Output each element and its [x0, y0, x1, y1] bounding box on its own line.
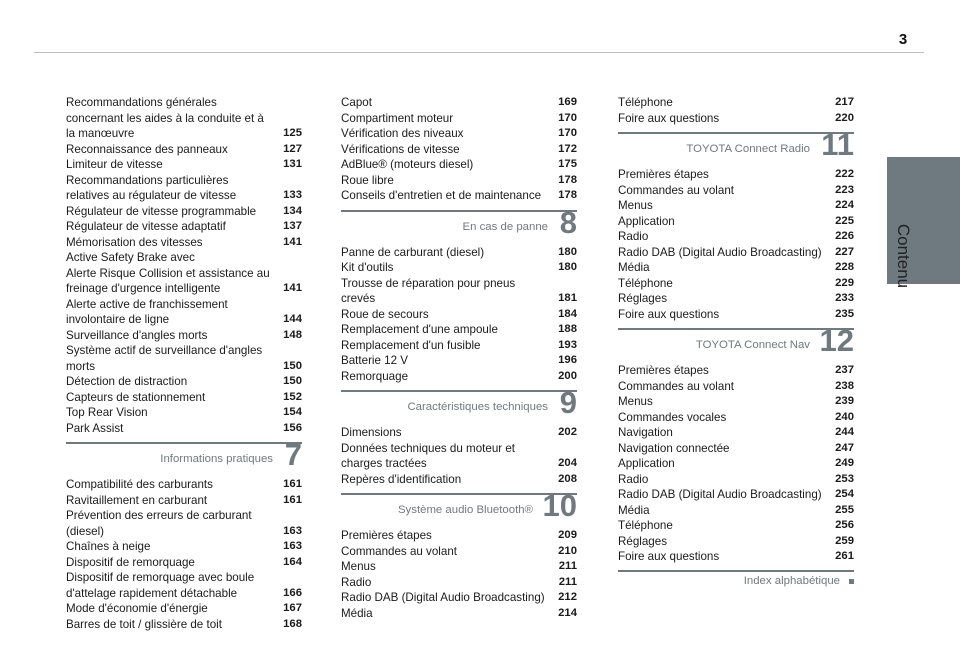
toc-entry-title: Téléphone — [618, 96, 673, 109]
toc-list — [618, 95, 854, 126]
toc-entry-title: Surveillance d'angles morts — [66, 328, 208, 342]
toc-entry-title: Premières étapes — [341, 529, 432, 542]
toc-entry-title: Roue de secours — [341, 307, 429, 321]
toc-entry-title: Mémorisation des vitesses — [66, 235, 203, 249]
toc-entry-title: Foire aux questions — [618, 111, 720, 125]
toc-entry[interactable] — [341, 528, 577, 544]
toc-entry-title: Menus — [618, 199, 653, 212]
toc-entry[interactable] — [341, 338, 577, 354]
section-title[interactable]: Système audio Bluetooth® — [397, 504, 533, 516]
toc-entry-page: 211 — [558, 560, 577, 572]
toc-entry-title: Batterie 12 V — [341, 354, 409, 367]
toc-entry-title: Commandes vocales — [618, 410, 727, 424]
toc-entry-page: 240 — [835, 410, 854, 423]
toc-entry-page: 170 — [558, 127, 577, 139]
toc-entry[interactable] — [341, 260, 577, 276]
toc-list — [341, 245, 577, 385]
toc-entry[interactable] — [618, 214, 854, 230]
toc-entry[interactable] — [66, 601, 302, 617]
section-header-10 — [341, 487, 577, 528]
toc-entry[interactable] — [618, 198, 854, 214]
toc-entry-title: Recommandations particulières relatives au régulateur de vitesse — [66, 173, 237, 202]
toc-entry[interactable] — [66, 477, 302, 493]
toc-entry-title: Ravitaillement en carburant — [66, 493, 208, 507]
toc-entry-title: Panne de carburant (diesel) — [341, 245, 485, 259]
toc-list — [66, 95, 302, 436]
toc-entry-title: Mode d'économie d'énergie — [66, 602, 208, 615]
toc-entry-page: 178 — [558, 173, 577, 186]
toc-entry-title: Premières étapes — [618, 364, 709, 377]
toc-entry[interactable] — [618, 456, 854, 472]
toc-entry[interactable] — [66, 328, 302, 344]
toc-entry-page: 181 — [558, 292, 577, 304]
toc-entry-page: 237 — [835, 364, 854, 376]
toc-entry-title: Repères d'identification — [341, 472, 462, 486]
toc-entry-page: 225 — [835, 214, 854, 227]
toc-entry[interactable] — [341, 126, 577, 142]
toc-entry-page: 244 — [835, 426, 854, 438]
toc-entry-page: 167 — [283, 602, 302, 614]
toc-entry-page: 196 — [558, 354, 577, 366]
toc-entry-page: 193 — [558, 338, 577, 351]
toc-entry-title: Radio — [618, 230, 649, 243]
toc-entry-page: 259 — [835, 534, 854, 547]
toc-entry-page: 208 — [558, 472, 577, 485]
toc-entry[interactable] — [618, 167, 854, 183]
toc-entry-page: 141 — [283, 282, 302, 294]
toc-entry[interactable] — [618, 518, 854, 534]
toc-entry[interactable] — [341, 142, 577, 158]
toc-entry[interactable] — [66, 421, 302, 437]
toc-entry-title: Commandes au volant — [341, 544, 457, 558]
section-title[interactable]: TOYOTA Connect Nav — [695, 339, 810, 351]
toc-entry-title: Radio DAB (Digital Audio Broadcasting) — [618, 488, 822, 501]
section-number: 10 — [542, 488, 577, 523]
section-number: 12 — [819, 323, 854, 358]
toc-entry-page: 256 — [835, 519, 854, 531]
index-link-row — [618, 565, 854, 595]
toc-entry[interactable] — [341, 307, 577, 323]
toc-entry[interactable] — [618, 487, 854, 503]
toc-entry-page: 125 — [283, 127, 302, 139]
toc-list — [66, 477, 302, 632]
toc-entry-page: 180 — [558, 245, 577, 258]
toc-entry-title: Dimensions — [341, 426, 402, 439]
toc-entry-title: Foire aux questions — [618, 550, 720, 563]
toc-entry-page: 202 — [558, 426, 577, 438]
toc-entry-page: 178 — [558, 189, 577, 201]
section-title[interactable]: Caractéristiques techniques — [407, 401, 548, 413]
toc-entry[interactable] — [618, 503, 854, 519]
section-rule — [341, 210, 577, 212]
toc-list — [341, 425, 577, 487]
toc-entry-page: 228 — [835, 261, 854, 273]
toc-entry-title: Limiteur de vitesse — [66, 158, 163, 171]
toc-entry[interactable] — [618, 260, 854, 276]
section-header-11 — [618, 126, 854, 167]
toc-entry-page: 253 — [835, 472, 854, 485]
toc-entry-title: Commandes au volant — [618, 183, 734, 197]
header-rule — [34, 52, 924, 53]
toc-entry-page: 223 — [835, 183, 854, 196]
section-number: 8 — [559, 204, 577, 240]
toc-entry-title: Téléphone — [618, 519, 673, 532]
toc-entry-page: 137 — [283, 220, 302, 232]
toc-entry-page: 131 — [283, 158, 302, 170]
toc-entry-page: 144 — [283, 313, 302, 325]
toc-entry[interactable] — [618, 229, 854, 245]
toc-column-2 — [341, 95, 577, 621]
toc-entry[interactable] — [618, 111, 854, 127]
toc-entry-title: Média — [618, 261, 650, 274]
toc-entry-title: Barres de toit / glissière de toit — [66, 617, 222, 631]
toc-entry[interactable] — [66, 235, 302, 251]
toc-entry-title: Vérification des niveaux — [341, 127, 464, 140]
toc-entry-title: Commandes au volant — [618, 379, 734, 393]
toc-entry[interactable] — [66, 297, 302, 328]
toc-entry-page: 249 — [835, 457, 854, 469]
toc-entry[interactable] — [66, 95, 302, 142]
toc-entry[interactable] — [341, 353, 577, 369]
toc-list — [618, 167, 854, 322]
section-number: 11 — [821, 127, 854, 162]
toc-entry[interactable] — [618, 307, 854, 323]
toc-entry[interactable] — [66, 617, 302, 633]
toc-entry-page: 163 — [283, 524, 302, 537]
toc-entry-title: Menus — [618, 395, 653, 408]
toc-list — [341, 95, 577, 204]
toc-entry[interactable] — [66, 343, 302, 374]
toc-entry-title: Vérifications de vitesse — [341, 142, 460, 156]
toc-entry[interactable] — [66, 204, 302, 220]
toc-entry[interactable] — [66, 405, 302, 421]
toc-entry-title: Média — [618, 503, 650, 517]
toc-entry-title: Média — [341, 606, 373, 620]
toc-entry-title: AdBlue® (moteurs diesel) — [341, 158, 474, 171]
toc-list — [341, 528, 577, 621]
toc-entry-page: 210 — [558, 544, 577, 557]
toc-entry-page: 247 — [835, 441, 854, 454]
toc-entry-page: 170 — [558, 111, 577, 124]
toc-entry-page: 168 — [283, 617, 302, 630]
toc-entry-title: Chaînes à neige — [66, 540, 151, 553]
toc-entry-title: Alerte active de franchissement involontaire de ligne — [66, 297, 228, 326]
toc-entry-title: Capteurs de stationnement — [66, 390, 206, 404]
toc-entry-title: Système actif de surveillance d'angles morts — [66, 344, 263, 373]
toc-entry-page: 188 — [558, 323, 577, 335]
toc-entry[interactable] — [66, 374, 302, 390]
toc-entry-title: Roue libre — [341, 173, 394, 187]
toc-column-1 — [66, 95, 302, 632]
toc-entry-page: 150 — [283, 375, 302, 387]
toc-entry-title: Top Rear Vision — [66, 406, 148, 419]
toc-entry-title: Données techniques du moteur et charges tractées — [341, 441, 516, 470]
toc-entry-page: 134 — [283, 204, 302, 217]
toc-entry-page: 235 — [835, 307, 854, 320]
page-number: 3 — [898, 31, 908, 48]
toc-entry-page: 164 — [283, 555, 302, 568]
toc-entry[interactable] — [341, 245, 577, 261]
toc-entry-title: Radio DAB (Digital Audio Broadcasting) — [618, 245, 822, 259]
toc-entry-page: 163 — [283, 540, 302, 552]
chapter-side-label: Contenu — [894, 223, 913, 289]
toc-entry[interactable] — [66, 555, 302, 571]
section-rule — [618, 132, 854, 134]
toc-entry-title: Recommandations générales concernant les aides à la conduite et à la manœuvre — [66, 96, 264, 140]
toc-entry[interactable] — [618, 276, 854, 292]
toc-entry[interactable] — [341, 441, 577, 472]
toc-entry-page: 169 — [558, 96, 577, 108]
toc-entry-title: Prévention des erreurs de carburant (diesel) — [66, 509, 252, 538]
toc-entry-page: 261 — [835, 550, 854, 562]
toc-entry-page: 224 — [835, 199, 854, 211]
toc-entry[interactable] — [66, 157, 302, 173]
toc-entry[interactable] — [66, 219, 302, 235]
toc-entry[interactable] — [341, 95, 577, 111]
toc-entry[interactable] — [341, 188, 577, 204]
toc-entry-page: 239 — [835, 395, 854, 407]
toc-entry-page: 184 — [558, 307, 577, 320]
section-rule — [618, 570, 854, 572]
toc-entry-page: 220 — [835, 111, 854, 124]
section-header-7 — [66, 436, 302, 477]
toc-entry[interactable] — [618, 245, 854, 261]
toc-entry[interactable] — [341, 111, 577, 127]
toc-entry[interactable] — [618, 410, 854, 426]
toc-entry-title: Radio DAB (Digital Audio Broadcasting) — [341, 591, 545, 604]
toc-entry[interactable] — [341, 157, 577, 173]
toc-entry[interactable] — [341, 559, 577, 575]
toc-entry-page: 204 — [558, 457, 577, 469]
toc-entry-page: 133 — [283, 189, 302, 201]
toc-entry-title: Application — [618, 214, 675, 228]
toc-entry[interactable] — [341, 544, 577, 560]
toc-entry-title: Alerte Risque Collision et assistance au freinage d'urgence intelligente — [66, 266, 270, 295]
index-link[interactable]: Index alphabétique — [743, 574, 840, 587]
toc-entry-page: 141 — [283, 235, 302, 248]
toc-entry[interactable] — [341, 590, 577, 606]
toc-entry-title: Remplacement d'une ampoule — [341, 323, 498, 336]
toc-entry-page: 214 — [558, 606, 577, 619]
toc-entry-page: 161 — [283, 493, 302, 506]
toc-entry-title: Navigation — [618, 426, 673, 439]
toc-entry-page: 175 — [558, 158, 577, 170]
toc-entry-title: Compartiment moteur — [341, 111, 454, 125]
toc-entry[interactable] — [618, 379, 854, 395]
section-title[interactable]: TOYOTA Connect Radio — [686, 143, 810, 155]
toc-entry-title: Réglages — [618, 292, 667, 305]
section-header-8 — [341, 204, 577, 245]
toc-entry-title: Radio — [618, 472, 649, 486]
toc-entry[interactable] — [618, 183, 854, 199]
toc-entry-page: 156 — [283, 421, 302, 434]
section-header-12 — [618, 322, 854, 363]
toc-entry[interactable] — [618, 394, 854, 410]
toc-entry[interactable] — [66, 173, 302, 204]
toc-entry[interactable] — [618, 441, 854, 457]
toc-entry-title: Téléphone — [618, 276, 673, 290]
toc-entry[interactable] — [341, 425, 577, 441]
toc-entry-page: 233 — [835, 292, 854, 304]
toc-entry[interactable] — [341, 276, 577, 307]
toc-entry[interactable] — [66, 390, 302, 406]
toc-entry-title: Active Safety Brake avec — [66, 251, 195, 264]
section-number: 7 — [284, 437, 302, 472]
toc-entry-page: 180 — [558, 261, 577, 273]
toc-entry-title: Détection de distraction — [66, 375, 188, 388]
toc-entry-page: 212 — [558, 591, 577, 603]
toc-entry-page: 154 — [283, 406, 302, 418]
toc-entry[interactable] — [341, 173, 577, 189]
toc-entry[interactable] — [341, 472, 577, 488]
toc-entry-page: 222 — [835, 168, 854, 180]
toc-entry-page: 148 — [283, 328, 302, 341]
toc-entry-title: Remorquage — [341, 369, 409, 383]
toc-entry-title: Conseils d'entretien et de maintenance — [341, 189, 542, 202]
toc-entry-title: Remplacement d'un fusible — [341, 338, 481, 352]
toc-entry-page: 217 — [835, 96, 854, 108]
toc-entry-title: Réglages — [618, 534, 667, 548]
toc-entry-title: Menus — [341, 560, 376, 573]
toc-entry-page: 229 — [835, 276, 854, 289]
toc-entry-page: 152 — [283, 390, 302, 403]
toc-entry-title: Kit d'outils — [341, 261, 394, 274]
toc-entry-page: 255 — [835, 503, 854, 516]
toc-entry-title: Foire aux questions — [618, 307, 720, 321]
toc-entry-page: 211 — [558, 575, 577, 588]
section-number: 9 — [559, 385, 577, 420]
toc-entry[interactable] — [66, 508, 302, 539]
toc-entry-title: Navigation connectée — [618, 441, 730, 455]
toc-column-3 — [618, 95, 854, 595]
toc-entry-title: Capot — [341, 96, 372, 109]
toc-entry[interactable] — [341, 369, 577, 385]
toc-entry-title: Dispositif de remorquage avec boule d'attelage rapidement détachable — [66, 571, 255, 600]
toc-entry-page: 238 — [835, 379, 854, 392]
toc-entry-title: Application — [618, 457, 675, 470]
toc-entry[interactable] — [341, 575, 577, 591]
toc-entry[interactable] — [341, 606, 577, 622]
section-header-9 — [341, 384, 577, 425]
toc-entry-page: 150 — [283, 359, 302, 372]
toc-list — [618, 363, 854, 565]
toc-entry-page: 226 — [835, 230, 854, 242]
toc-entry-title: Premières étapes — [618, 168, 709, 181]
toc-entry-title: Radio — [341, 575, 372, 589]
toc-entry[interactable] — [618, 549, 854, 565]
section-title[interactable]: Informations pratiques — [160, 453, 273, 465]
toc-entry[interactable] — [66, 539, 302, 555]
toc-entry[interactable] — [66, 250, 302, 266]
toc-entry-title: Park Assist — [66, 421, 124, 435]
toc-entry-title: Régulateur de vitesse programmable — [66, 204, 257, 218]
toc-entry-title: Reconnaissance des panneaux — [66, 142, 228, 156]
toc-entry-page: 161 — [283, 478, 302, 490]
toc-entry[interactable] — [66, 266, 302, 297]
toc-entry[interactable] — [618, 363, 854, 379]
section-rule — [341, 390, 577, 392]
section-rule — [66, 442, 302, 444]
toc-entry[interactable] — [618, 291, 854, 307]
toc-entry-page: 254 — [835, 488, 854, 500]
toc-entry-page: 200 — [558, 369, 577, 382]
toc-entry[interactable] — [66, 142, 302, 158]
toc-entry[interactable] — [618, 425, 854, 441]
toc-entry[interactable] — [618, 472, 854, 488]
toc-entry-page: 172 — [558, 142, 577, 155]
toc-entry[interactable] — [618, 95, 854, 111]
toc-entry-page: 166 — [283, 586, 302, 599]
toc-entry[interactable] — [66, 570, 302, 601]
section-title[interactable]: En cas de panne — [462, 220, 548, 233]
toc-entry-page: 127 — [283, 142, 302, 155]
toc-entry[interactable] — [618, 534, 854, 550]
square-bullet-icon — [849, 579, 854, 584]
toc-entry-title: Compatibilité des carburants — [66, 478, 213, 491]
toc-entry[interactable] — [66, 493, 302, 509]
toc-entry-page: 227 — [835, 245, 854, 258]
toc-entry-page: 209 — [558, 529, 577, 541]
toc-entry-title: Trousse de réparation pour pneus crevés — [341, 276, 516, 305]
toc-entry-title: Dispositif de remorquage — [66, 555, 195, 569]
toc-entry[interactable] — [341, 322, 577, 338]
toc-entry-title: Régulateur de vitesse adaptatif — [66, 220, 226, 233]
